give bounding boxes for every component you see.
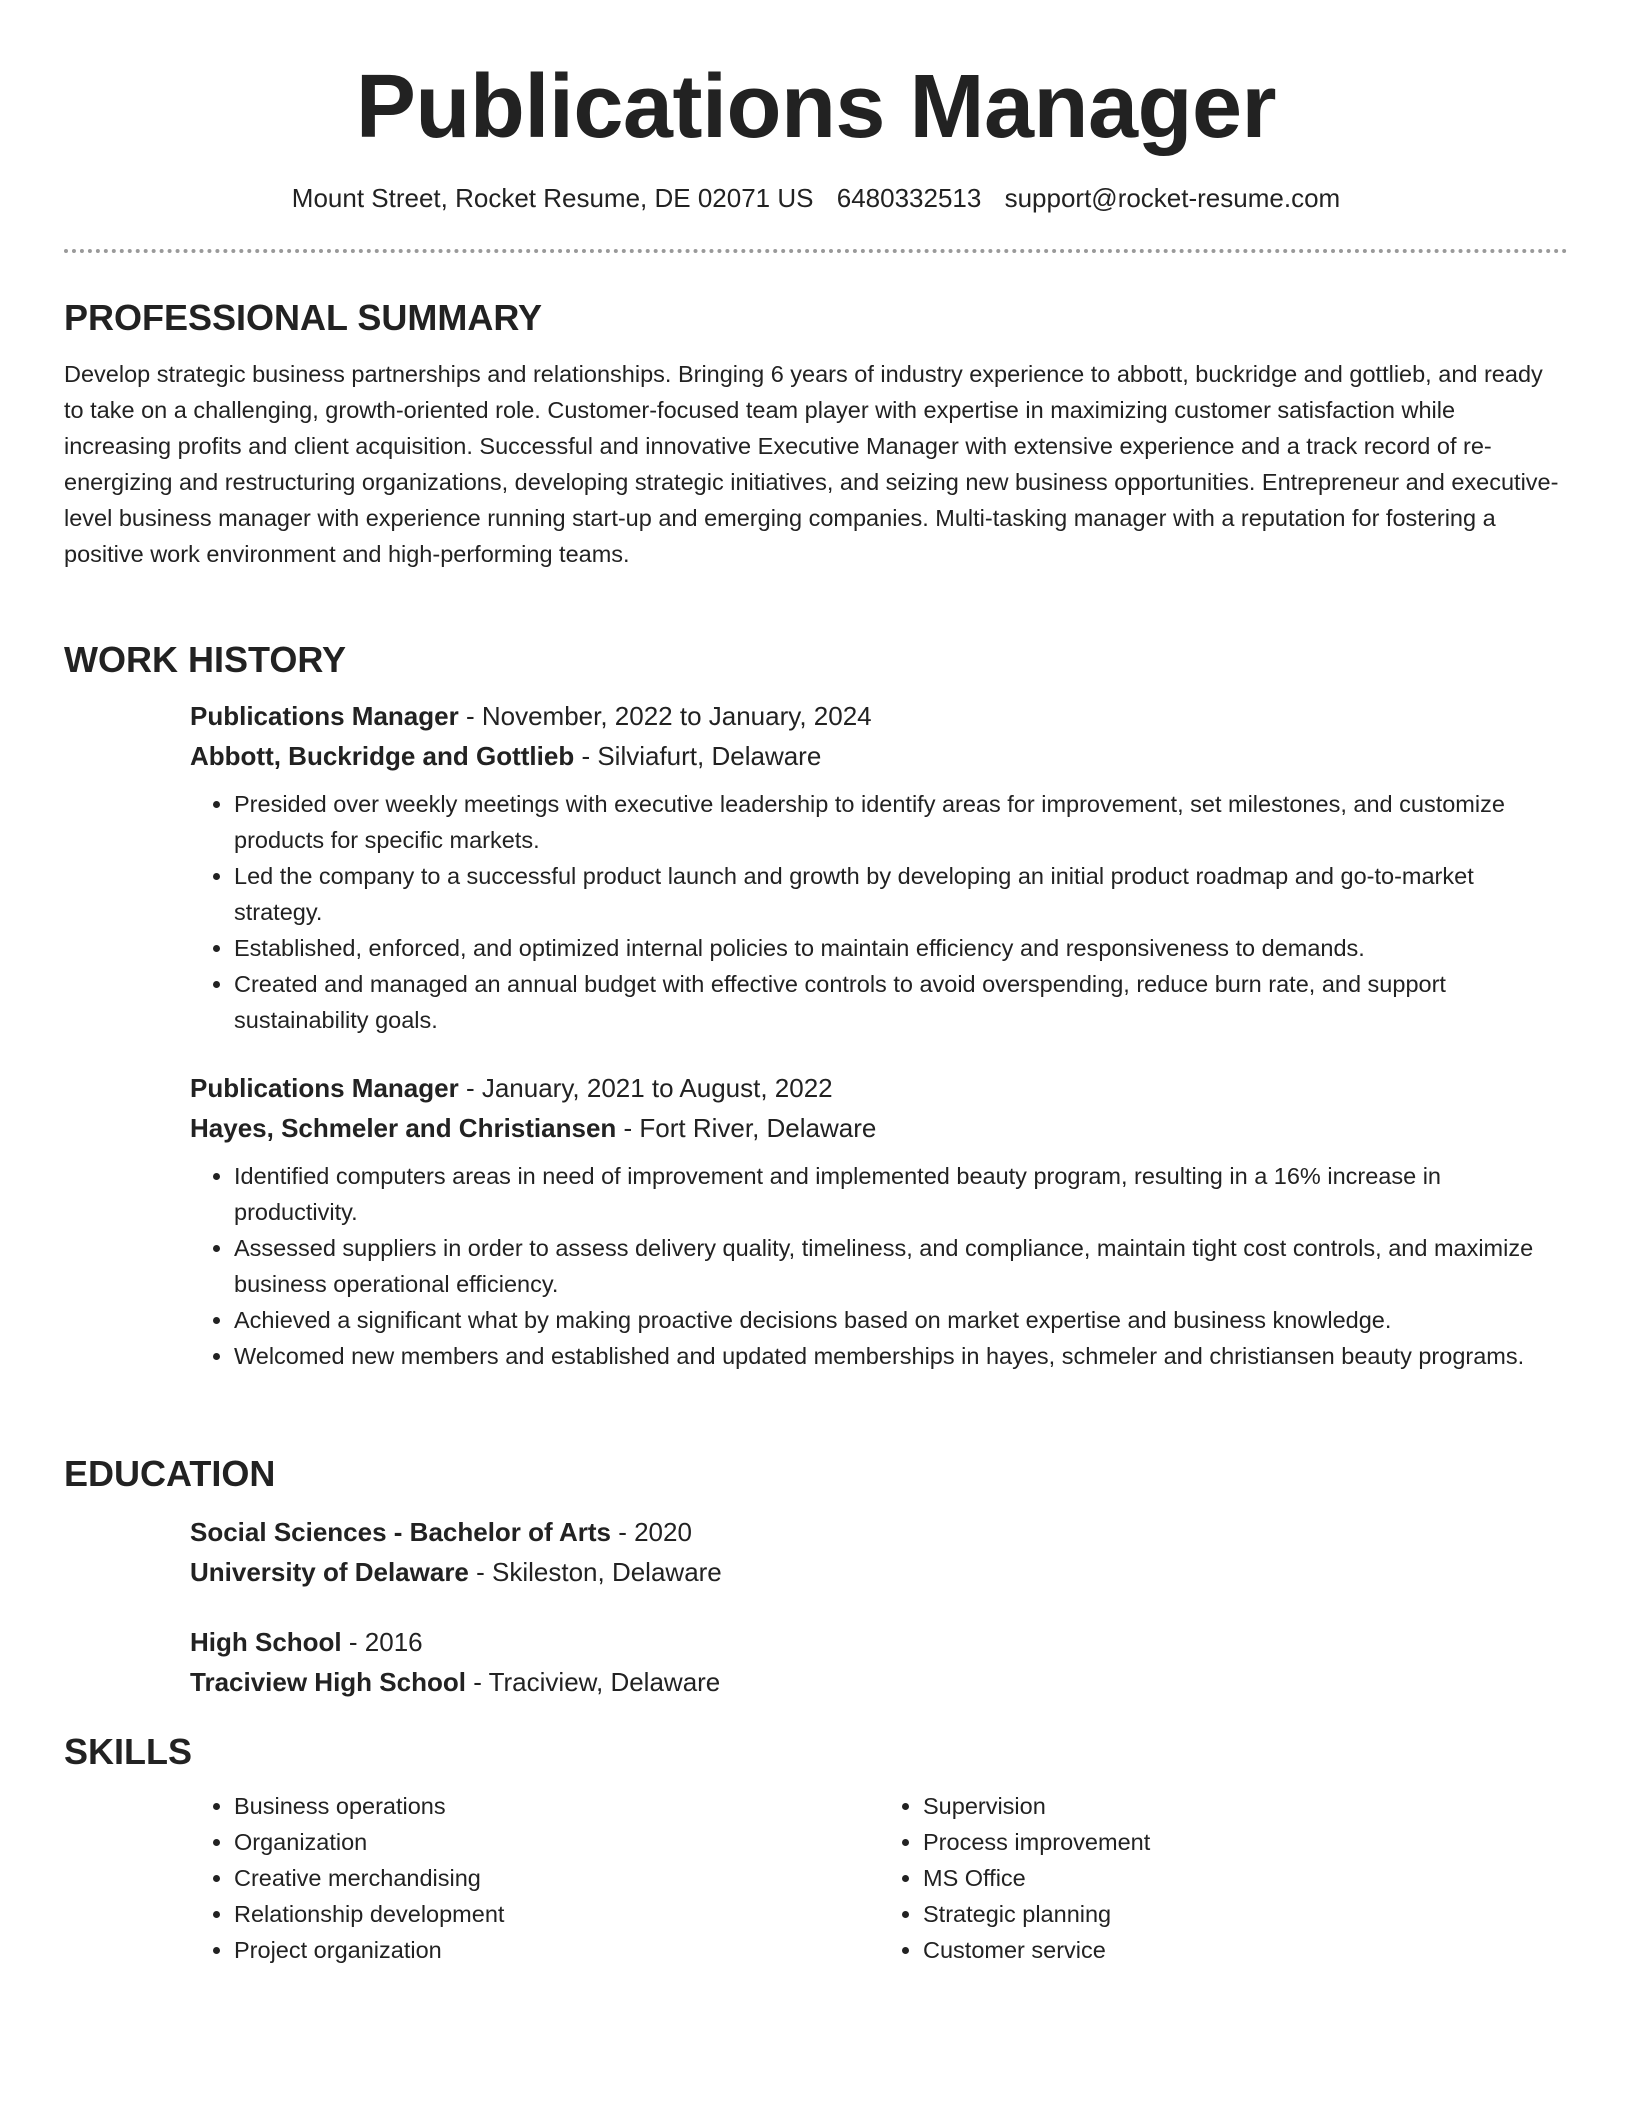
work-history-section [64,638,1568,1374]
skill-item: • Process improvement [923,1824,1568,1860]
education-school-line [190,1552,1568,1592]
education-section [64,1452,1568,1702]
job-bullet: • Achieved a significant what by making proactive decisions based on market expertise and business knowledge. [234,1302,1568,1338]
job-entry [190,696,1568,1038]
candidate-name: Publications Manager [355,57,1277,157]
education-degree-line [190,1512,1568,1552]
job-bullet: • Created and managed an annual budget with effective controls to avoid overspending, reduce burn rate, and support sustainability goals. [234,966,1568,1038]
summary-text: Develop strategic business partnerships and relationships. Bringing 6 years of industry experience to abbott, buckridge and gottlieb, and ready to take on a challenging, growth-oriented role. Customer-focused team player with expertise in maximizing customer satisfaction while increasing profits and client acquisition. Successful and innovative Executive Manager with extensive experience and a track record of re-energizing and restructuring organizations, developing strategic initiatives, and seizing new business opportunities. Entrepreneur and executive-level business manager with experience running start-up and emerging companies. Multi-tasking manager with a reputation for fostering a positive work environment and high-performing teams. [64,361,1559,567]
skill-item: • Business operations [234,1788,879,1824]
education-school: Traciview High School [190,1667,466,1697]
education-entry [190,1512,1568,1592]
education-location: - Traciview, Delaware [465,1667,721,1697]
job-title-line [190,1068,1568,1108]
job-company-line [190,1108,1568,1148]
job-bullet: • Presided over weekly meetings with executive leadership to identify areas for improvement, set milestones, and customize products for specific markets. [234,786,1568,858]
education-year: - 2016 [341,1627,423,1657]
section-title-skills: SKILLS [64,1731,193,1772]
job-location: - Silviafurt, Delaware [574,741,822,771]
job-title-line [190,696,1568,736]
education-school-line [190,1662,1568,1702]
skill-item: • Creative merchandising [234,1860,879,1896]
job-dates: - November, 2022 to January, 2024 [458,701,872,731]
education-year: - 2020 [610,1517,692,1547]
job-bullet: • Welcomed new members and established and updated memberships in hayes, schmeler and christiansen beauty programs. [234,1338,1568,1374]
education-degree: Social Sciences - Bachelor of Arts [190,1517,611,1547]
job-role: Publications Manager [190,701,459,731]
education-entry [190,1622,1568,1702]
job-role: Publications Manager [190,1073,459,1103]
skill-item: • Strategic planning [923,1896,1568,1932]
contact-address: Mount Street, Rocket Resume, DE 02071 US [291,183,814,213]
job-bullets [190,786,1568,1038]
job-company-line [190,736,1568,776]
contact-email: support@rocket-resume.com [1004,183,1341,213]
job-dates: - January, 2021 to August, 2022 [458,1073,833,1103]
skills-list-left [190,1788,879,1968]
skill-item: • Customer service [923,1932,1568,1968]
job-bullet: • Established, enforced, and optimized internal policies to maintain efficiency and responsiveness to demands. [234,930,1568,966]
skill-item: • Supervision [923,1788,1568,1824]
job-company: Hayes, Schmeler and Christiansen [190,1113,617,1143]
section-title-summary: PROFESSIONAL SUMMARY [64,297,543,338]
job-bullets [190,1158,1568,1374]
job-bullet: • Led the company to a successful product launch and growth by developing an initial product roadmap and go-to-market strategy. [234,858,1568,930]
skill-item: • Project organization [234,1932,879,1968]
contact-line [0,178,1632,218]
job-bullet: • Assessed suppliers in order to assess delivery quality, timeliness, and compliance, maintain tight cost controls, and maximize business operational efficiency. [234,1230,1568,1302]
skills-columns [190,1788,1568,1968]
skill-item: • Organization [234,1824,879,1860]
skill-item: • MS Office [923,1860,1568,1896]
skill-item: • Relationship development [234,1896,879,1932]
education-location: - Skileston, Delaware [468,1557,722,1587]
job-company: Abbott, Buckridge and Gottlieb [190,741,575,771]
education-degree-line [190,1622,1568,1662]
summary-section [64,296,1568,572]
job-entry [190,1068,1568,1374]
header-divider [64,249,1568,253]
job-bullet: • Identified computers areas in need of improvement and implemented beauty program, resulting in a 16% increase in productivity. [234,1158,1568,1230]
education-degree: High School [190,1627,342,1657]
section-title-work-history: WORK HISTORY [64,639,347,680]
contact-phone: 6480332513 [836,183,982,213]
section-title-education: EDUCATION [64,1453,276,1494]
education-school: University of Delaware [190,1557,469,1587]
skills-list-right [879,1788,1568,1968]
job-location: - Fort River, Delaware [616,1113,877,1143]
skills-section [64,1730,1568,1968]
